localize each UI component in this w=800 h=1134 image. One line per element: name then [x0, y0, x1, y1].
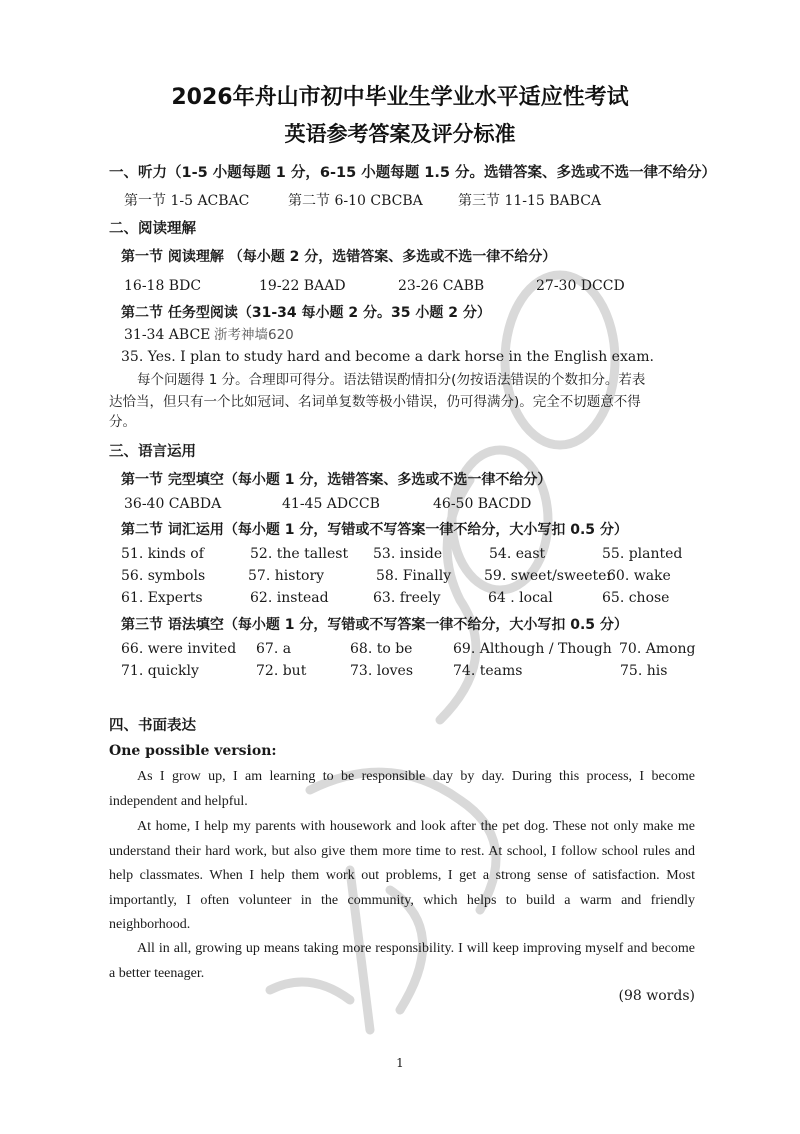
- grammar-answer: 75. his: [620, 663, 668, 679]
- reading-answer: 23-26 CABB: [398, 278, 485, 294]
- vocab-answer: 54. east: [489, 546, 546, 562]
- vocab-answer: 60. wake: [607, 568, 671, 584]
- grammar-answer: 72. but: [256, 663, 307, 679]
- vocab-answer: 52. the tallest: [250, 546, 349, 562]
- vocab-answer: 63. freely: [373, 590, 441, 606]
- page-number: 1: [396, 1056, 404, 1070]
- grammar-answer: 71. quickly: [121, 663, 199, 679]
- grammar-answer: 67. a: [256, 641, 292, 657]
- essay-paragraph-2: At home, I help my parents with housework and look after the pet dog. These not only make me understand their hard work, but also give them more time to rest. At school, I follow school rules and help classmates. When I help them work out problems, I get a strong sense of satisfaction. Most importantly, I often volunteer in the community, which helps to build a warm and friendly neighborhood.: [109, 819, 695, 932]
- vocab-answer: 57. history: [248, 568, 325, 584]
- grammar-fill-heading: 第三节 语法填空（每小题 1 分，写错或不写答案一律不给分，大小写扣 0.5 分）: [121, 617, 628, 633]
- cloze-heading: 第一节 完型填空（每小题 1 分，选错答案、多选或不选一律不给分）: [121, 472, 552, 488]
- scoring-note-line-1: 每个问题得 1 分。合理即可得分。语法错误酌情扣分(勿按语法错误的个数扣分。若表: [137, 372, 646, 388]
- word-count: (98 words): [618, 988, 695, 1004]
- vocab-answer: 53. inside: [373, 546, 443, 562]
- listening-section-1: 第一节 1-5 ACBAC: [124, 193, 250, 209]
- reading-section-2-heading: 第二节 任务型阅读（31-34 每小题 2 分。35 小题 2 分）: [121, 305, 491, 321]
- vocab-answer: 55. planted: [602, 546, 683, 562]
- vocab-answer: 56. symbols: [121, 568, 206, 584]
- cloze-answer: 36-40 CABDA: [124, 496, 222, 512]
- handwritten-note: 浙考神墙620: [214, 327, 294, 343]
- listening-section-2: 第二节 6-10 CBCBA: [288, 193, 423, 209]
- reading-answer: 16-18 BDC: [124, 278, 202, 294]
- writing-heading: 四、书面表达: [109, 718, 196, 734]
- grammar-answer: 66. were invited: [121, 641, 237, 657]
- grammar-answer: 73. loves: [350, 663, 413, 679]
- exam-title: 2026年舟山市初中毕业生学业水平适应性考试: [171, 85, 629, 110]
- listening-heading: 一、听力（1-5 小题每题 1 分，6-15 小题每题 1.5 分。选错答案、多选或不选一律不给分）: [109, 165, 717, 181]
- grammar-answer: 74. teams: [453, 663, 523, 679]
- vocab-answer: 65. chose: [602, 590, 670, 606]
- exam-subtitle: 英语参考答案及评分标准: [284, 122, 516, 146]
- sample-essay-label: One possible version:: [109, 743, 277, 759]
- grammar-answer: 68. to be: [350, 641, 413, 657]
- essay-paragraph-1: As I grow up, I am learning to be responsible day by day. During this process, I become independent and helpful.: [109, 769, 695, 809]
- reading-answer: 19-22 BAAD: [259, 278, 346, 294]
- grammar-answer: 70. Among: [619, 641, 696, 657]
- question-35-answer: 35. Yes. I plan to study hard and become a dark horse in the English exam.: [121, 349, 654, 365]
- vocab-answer: 61. Experts: [121, 590, 203, 606]
- grammar-answer: 69. Although / Though: [453, 641, 612, 657]
- vocabulary-heading: 第二节 词汇运用（每小题 1 分，写错或不写答案一律不给分，大小写扣 0.5 分）: [121, 522, 628, 538]
- vocab-answer: 59. sweet/sweeter: [484, 568, 614, 584]
- vocab-answer: 62. instead: [250, 590, 329, 606]
- language-use-heading: 三、语言运用: [109, 444, 196, 460]
- vocab-answer: 64 . local: [488, 590, 553, 606]
- scoring-note-line-3: 分。: [109, 414, 136, 430]
- essay-paragraph-3: All in all, growing up means taking more responsibility. I will keep improving myself and become a better teenager.: [109, 941, 695, 981]
- vocab-answer: 58. Finally: [376, 568, 452, 584]
- vocab-answer: 51. kinds of: [121, 546, 204, 562]
- cloze-answer: 41-45 ADCCB: [282, 496, 380, 512]
- reading-section-1-heading: 第一节 阅读理解 （每小题 2 分，选错答案、多选或不选一律不给分）: [121, 249, 557, 265]
- task-reading-answer: 31-34 ABCE: [124, 327, 211, 343]
- reading-answer: 27-30 DCCD: [536, 278, 625, 294]
- cloze-answer: 46-50 BACDD: [433, 496, 532, 512]
- scoring-note-line-2: 达恰当，但只有一个比如冠词、名词单复数等极小错误，仍可得满分)。完全不切题意不得: [109, 394, 641, 410]
- reading-heading: 二、阅读理解: [109, 221, 196, 237]
- listening-section-3: 第三节 11-15 BABCA: [458, 193, 602, 209]
